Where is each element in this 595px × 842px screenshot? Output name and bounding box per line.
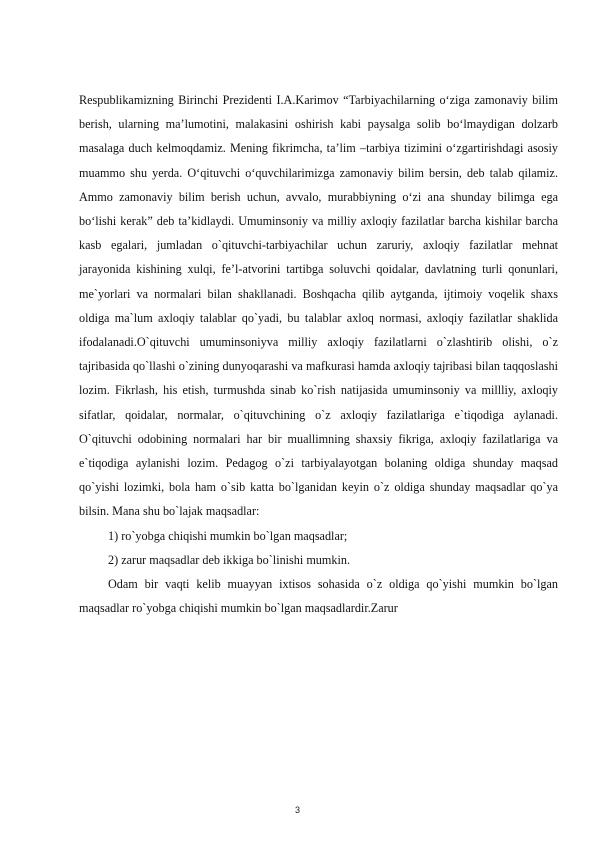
body-paragraph-1: Respublikamizning Birinchi Prezidenti I.A.Karimov “Tarbiyachilarning o‘ziga zamonaviy bilim berish, ularning ma’lumotini, malakasini oshirish kabi paysalga solib bo‘lmaydigan dolzarb masalaga duch kelmoqdamiz. Mening fikrimcha, ta’lim –tarbiya tizimini o‘zgartirishdagi asosiy muammo shu yerda. O‘qituvchi o‘quvchilarimizga zamonaviy bilim bersin, deb talab qilamiz. Ammo zamonaviy bilim berish uchun, avvalo, murabbiyning o‘zi ana shunday bilimga ega bo‘lishi kerak” deb ta’kidlaydi. Umuminsoniy va milliy axloqiy fazilatlar barcha kishilar barcha kasb egalari, jumladan o`qituvchi-tarbiyachilar uchun zaruriy, axloqiy fazilatlar mehnat jarayonida kishining xulqi, fe’l-atvorini tartibga soluvchi qoidalar, davlatning turli qonunlari, me`yorlari va normalari bilan shakllanadi. Boshqacha qilib aytganda, ijtimoiy voqelik shaxs oldiga ma`lum axloqiy talablar qo`yadi, bu talablar axloq normasi, axloqiy fazilatlar shaklida ifodalanadi.O`qituvchi umuminsoniyva milliy axloqiy fazilatlarni o`zlashtirib olishi, o`z tajribasida qo`llashi o`zining dunyoqarashi va mafkurasi hamda axloqiy tajribasi bilan taqqoslashi lozim. Fikrlash, his etish, turmushda sinab ko`rish natijasida umuminsoniy va millliy, axloqiy sifatlar, qoidalar, normalar, o`qituvchining o`z axloqiy fazilatlariga e`tiqodiga aylanadi. O`qituvchi odobining normalari har bir muallimning shaxsiy fikriga, axloqiy fazilatlariga va e`tiqodiga aylanishi lozim. Pedagog o`zi tarbiyalayotgan bolaning oldiga shunday maqsad qo`yishi lozimki, bola ham o`sib katta bo`lganidan keyin o`z oldiga shunday maqsadlar qo`ya bilsin. Mana shu bo`lajak maqsadlar: (79, 93, 558, 519)
page-number: 3 (294, 805, 300, 815)
list-item-2: 2) zarur maqsadlar deb ikkiga bo`linishi mumkin. (108, 552, 351, 567)
document-body (79, 88, 558, 620)
body-paragraph-2: Odam bir vaqti kelib muayyan ixtisos sohasida o`z oldiga qo`yishi mumkin bo`lgan maqsadlar ro`yobga chiqishi mumkin bo`lgan maqsadlardir.Zarur (79, 577, 558, 616)
list-item-1: 1) ro`yobga chiqishi mumkin bo`lgan maqsadlar; (108, 528, 348, 543)
